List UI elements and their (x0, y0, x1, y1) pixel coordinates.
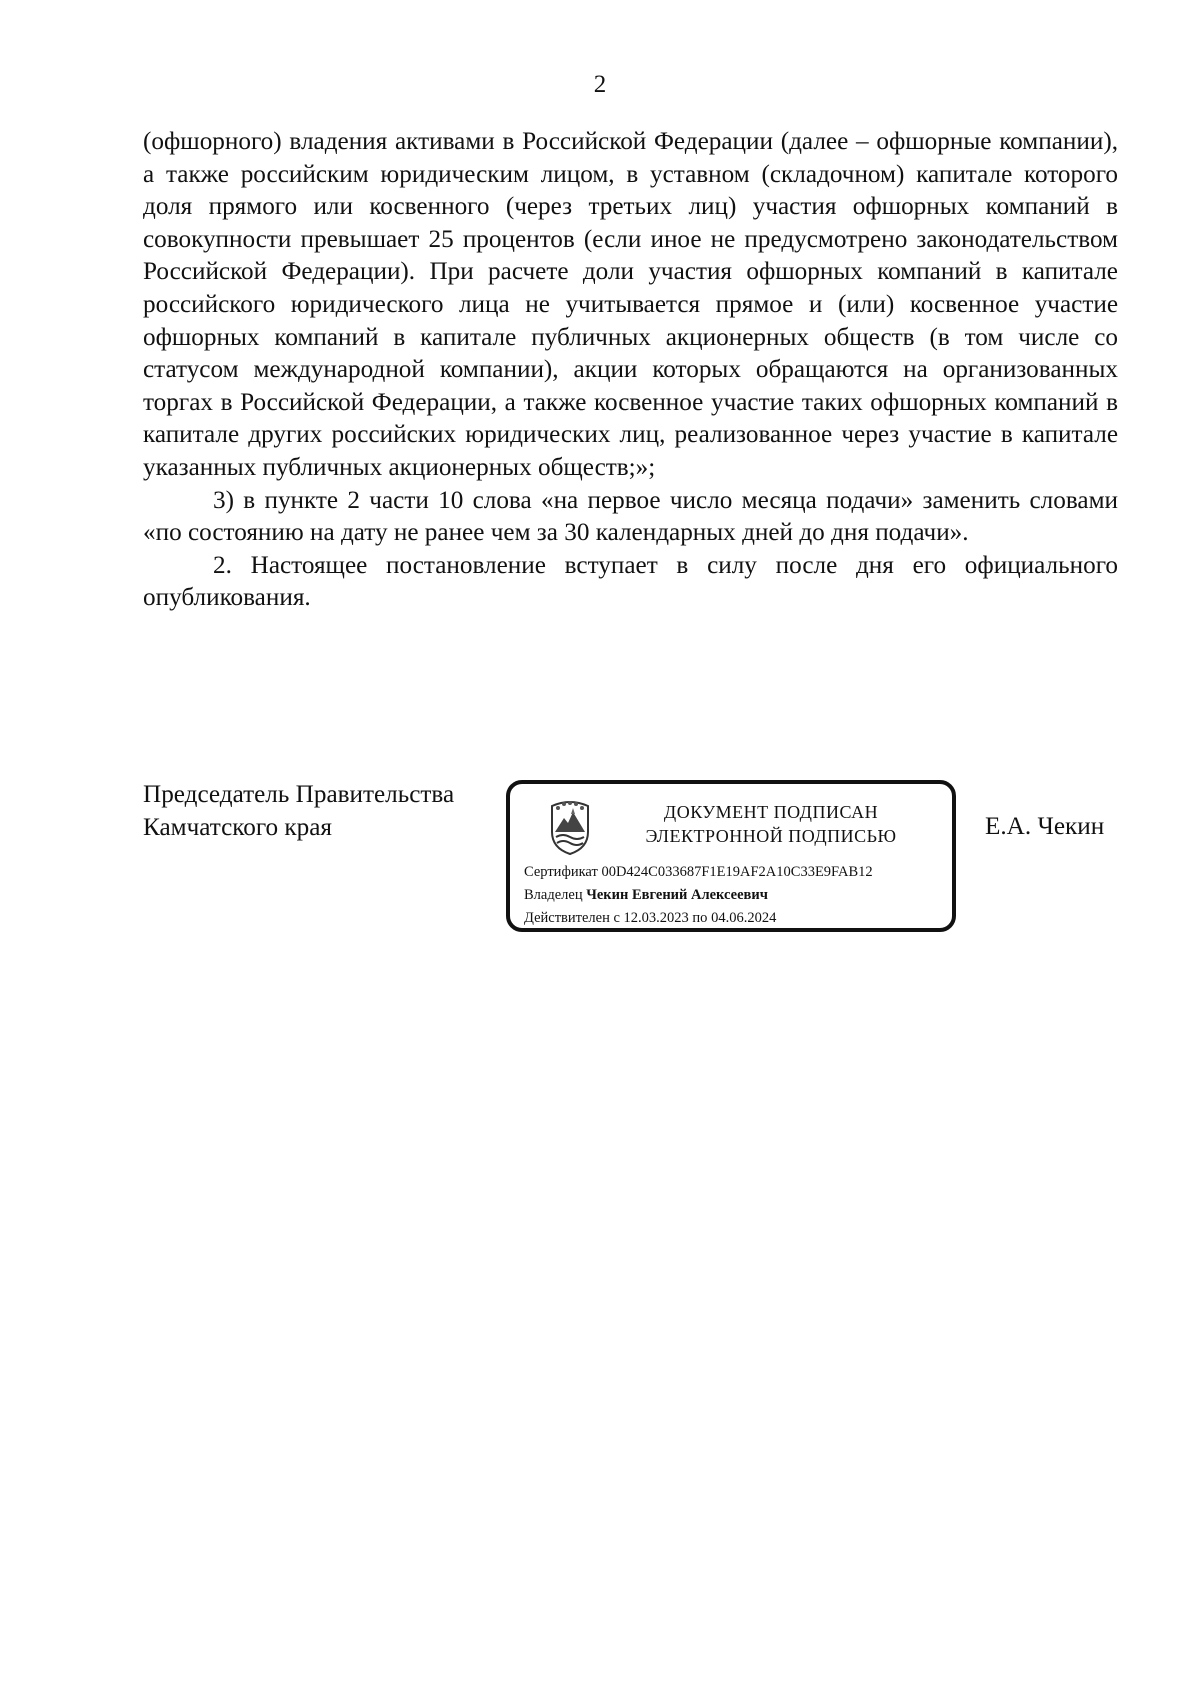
owner-label: Владелец (524, 887, 583, 903)
electronic-signature-stamp (506, 780, 956, 932)
document-body (143, 126, 1118, 615)
kamchatka-coat-of-arms-icon (546, 798, 594, 856)
validity-from-label: с (613, 910, 620, 926)
page-number: 2 (593, 71, 607, 98)
validity-to-date: 04.06.2024 (711, 910, 777, 926)
stamp-title-line2: ЭЛЕКТРОННОЙ ПОДПИСЬЮ (645, 826, 897, 846)
stamp-validity-line (524, 908, 944, 928)
validity-to-label: по (692, 910, 708, 926)
owner-value: Чекин Евгений Алексеевич (586, 887, 768, 903)
signatory-position-line1: Председатель Правительства (143, 781, 455, 808)
signatory-position-line2: Камчатского края (143, 814, 333, 841)
certificate-label: Сертификат (524, 864, 598, 880)
stamp-title (600, 800, 942, 848)
stamp-owner-line (524, 885, 944, 905)
paragraph-continuation: (офшорного) владения активами в Российской Федерации (далее – офшорные компании), а также российским юридическим лицом, в уставном (складочном) капитале которого доля прямого или косвенного (через третьих лиц) участия офшорных компаний в совокупности превышает 25 процентов (если иное не предусмотрено законодательством Российской Федерации). При расчете доли участия офшорных компаний в капитале российского юридического лица не учитывается прямое и (или) косвенное участие офшорных компаний в капитале публичных акционерных обществ (в том числе со статусом международной компании), акции которых обращаются на организованных торгах в Российской Федерации, а также косвенное участие таких офшорных компаний в капитале других российских юридических лиц, реализованное через участие в капитале указанных публичных акционерных обществ;»; (143, 128, 1118, 481)
paragraph-amendment-3: 3) в пункте 2 части 10 слова «на первое число месяца подачи» заменить словами «по состоянию на дату не ранее чем за 30 календарных дней до дня подачи». (143, 486, 1118, 547)
validity-from-date: 12.03.2023 (623, 910, 689, 926)
paragraph-entry-into-force: 2. Настоящее постановление вступает в силу после дня его официального опубликования. (143, 551, 1118, 612)
stamp-certificate-line (524, 862, 944, 882)
certificate-value: 00D424C033687F1E19AF2A10C33E9FAB12 (601, 864, 873, 880)
stamp-title-line1: ДОКУМЕНТ ПОДПИСАН (663, 802, 879, 822)
signatory-name: Е.А. Чекин (985, 813, 1105, 840)
signatory-position (143, 778, 454, 844)
validity-label: Действителен (524, 910, 610, 926)
